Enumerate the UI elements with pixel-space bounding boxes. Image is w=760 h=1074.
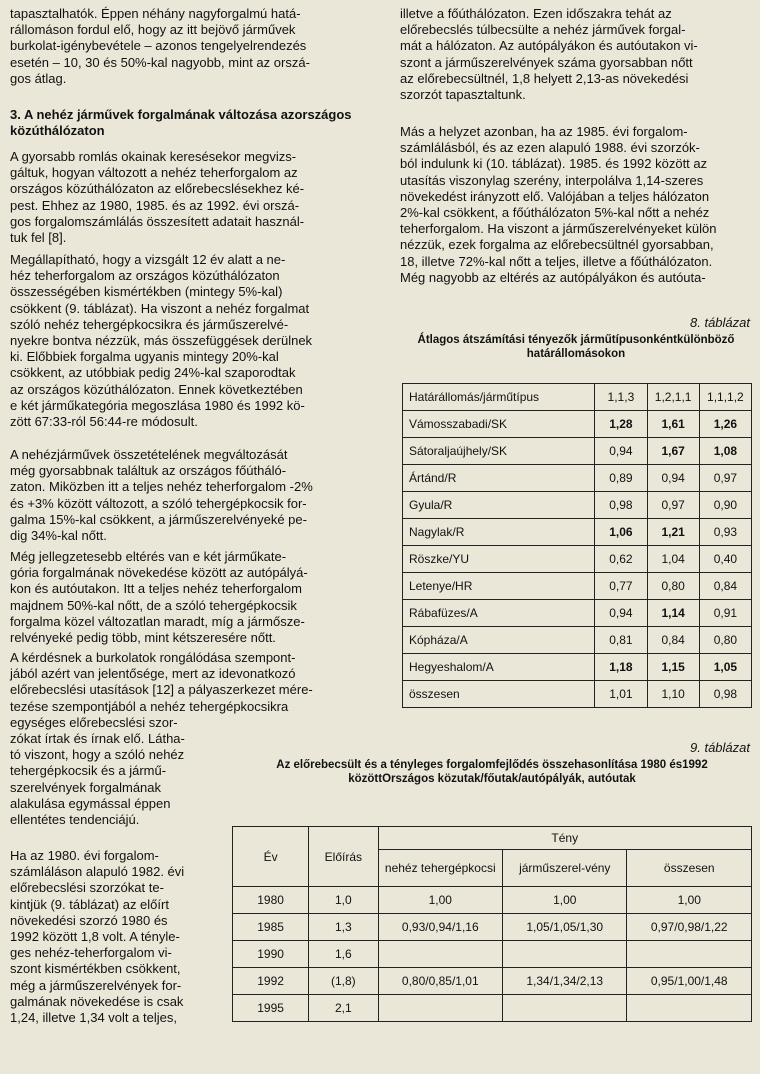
text-line: zaton. Miközben itt a teljes nehéz teherforgalom -2% [10, 479, 313, 495]
table8-value-cell: 1,05 [699, 654, 751, 681]
text-line: növekedést irányzott elő. Valójában a teljes hálózaton [400, 188, 710, 204]
text-line: országos közúthálózaton az előrebecslésekhez ké- [10, 181, 305, 197]
table8-value-cell: 0,97 [647, 492, 699, 519]
text-line: ges nehéz-teherforgalom vi- [10, 945, 172, 961]
table9-value-cell [378, 995, 502, 1022]
text-line: szerelvények forgalmának [10, 779, 162, 795]
text-line: Ha az 1980. évi forgalom- [10, 848, 159, 863]
text-line: Az előrebecsült és a tényleges forgalomfejlődés összehasonlítása 1980 és [276, 759, 683, 771]
table8-station-cell: Hegyeshalom/A [403, 654, 595, 681]
table-row [233, 968, 752, 995]
table9-value-cell [378, 941, 502, 968]
text-line: teherforgalom. Ha viszont a járműszerelvényeket külön [400, 221, 717, 237]
table-9 [232, 826, 752, 1022]
table9-value-cell: 0,95/1,00/1,48 [627, 968, 752, 995]
text-line: alakulása egymással éppen [10, 795, 171, 811]
text-line: zött 67:33-ról 56:44-re módosult. [10, 414, 198, 430]
text-line: relvényeké pedig több, mint kétszeresére nőtt. [10, 630, 276, 646]
text-line: gáltuk, hogyan változott a nehéz teherforgalom az [10, 165, 298, 181]
table8-value-cell: 1,14 [647, 600, 699, 627]
text-line: növekedési szorzó 1980 és [10, 912, 168, 928]
text-line: országos közúthálózaton [10, 107, 352, 138]
text-line: esetén – 10, 30 és 50%-kal nagyobb, mint az orszá- [10, 54, 310, 70]
text-line: 2%-kal csökkent, a főúthálózaton 5%-kal nőtt a nehéz [400, 205, 710, 221]
table8-value-cell: 0,94 [595, 438, 647, 465]
text-line: kon és autóutakon. Itt a teljes nehéz teherforgalom [10, 581, 302, 597]
table8-station-cell: Nagylak/R [403, 519, 595, 546]
table8-value-cell: 1,01 [595, 681, 647, 708]
right-paragraph-0 [400, 6, 752, 103]
text-line: héz teherforgalom az országos közúthálózaton [10, 268, 280, 284]
text-line: Átlagos átszámítási tényezők járműtípusonként [417, 334, 677, 346]
table8-station-cell: Rábafüzes/A [403, 600, 595, 627]
table8-value-cell: 0,62 [595, 546, 647, 573]
table8-number: 8. táblázat [690, 315, 750, 330]
text-line: előrebecslés túlbecsülte a nehéz járművek forgal- [400, 22, 686, 38]
table9-value-cell: 1,05/1,05/1,30 [503, 914, 627, 941]
left-paragraph-0 [10, 6, 380, 87]
text-line: forgalma közel változatlan maradt, míg a jármősze- [10, 613, 305, 629]
table8-value-cell: 1,06 [595, 519, 647, 546]
table9-eloiras-cell: (1,8) [309, 968, 378, 995]
text-line: tehergépkocsik és a jármű- [10, 763, 167, 779]
text-line: ki. Előbbiek forgalma ugyanis mintegy 20%-kal [10, 349, 279, 365]
text-line: e két járműkategória megoszlása 1980 és 1992 kö- [10, 397, 305, 413]
table8-value-cell: 1,21 [647, 519, 699, 546]
section-heading [10, 107, 380, 139]
table9-title [232, 758, 752, 786]
table-row [403, 654, 752, 681]
table8-station-cell: összesen [403, 681, 595, 708]
text-line: 1992 között 1,8 volt. A tényle- [10, 929, 180, 945]
text-line: majdnem 50%-kal nőtt, de a szóló tehergépkocsik [10, 597, 297, 613]
table8-header-cell: 1,1,3 [595, 384, 647, 411]
text-line: szóló nehéz tehergépkocsikra és járműszerelvé- [10, 316, 289, 332]
table8-value-cell: 0,80 [699, 627, 751, 654]
text-line: Országos közutak/főutak/autópályák, autóutak [382, 773, 636, 785]
table8-value-cell: 1,61 [647, 411, 699, 438]
text-line: szont kismértékben csökkent, [10, 961, 181, 977]
table8-value-cell: 1,04 [647, 546, 699, 573]
table9-value-cell: 1,00 [378, 887, 502, 914]
text-line: az előrebecsültnél, 1,8 helyett 2,13-as növekedési [400, 70, 689, 86]
table8-value-cell: 1,67 [647, 438, 699, 465]
table9-value-cell: 0,80/0,85/1,01 [378, 968, 502, 995]
table-row [403, 573, 752, 600]
text-line: előrebecslési szorzókat te- [10, 880, 164, 896]
text-line: ból indulunk ki (10. táblázat). 1985. és 1992 között az [400, 156, 708, 172]
table8-value-cell: 0,89 [595, 465, 647, 492]
text-line: dig 34%-kal nőtt. [10, 528, 107, 544]
table9-value-cell: 0,93/0,94/1,16 [378, 914, 502, 941]
text-line: utasítás viszonylag szerény, interpolálva 1,14-szeres [400, 172, 704, 188]
text-line: Megállapítható, hogy a vizsgált 12 év alatt a ne- [10, 252, 286, 267]
table8-header-row [403, 384, 752, 411]
text-line: Még nagyobb az eltérés az autópályákon és autóuta- [400, 269, 706, 285]
text-line: különböző határállomásokon [526, 334, 735, 360]
table9-header-row [233, 827, 752, 850]
text-line: gória forgalmának növekedése között az autópályá- [10, 565, 308, 581]
table8-station-cell: Vámosszabadi/SK [403, 411, 595, 438]
table8-value-cell: 0,84 [647, 627, 699, 654]
table9-value-cell: 1,00 [503, 887, 627, 914]
text-line: tezése szempontjából a nehéz tehergépkocsikra [10, 698, 289, 714]
left-paragraph-6 [10, 848, 225, 1026]
text-line: tó viszont, hogy a szóló nehéz [10, 747, 185, 763]
text-line: A gyorsabb romlás okainak keresésekor megvizs- [10, 149, 297, 164]
table9-eloiras-cell: 1,3 [309, 914, 378, 941]
table9-year-cell: 1985 [233, 914, 309, 941]
text-line: előrebecslési utasítások [12] a pályaszerkezet mére- [10, 682, 313, 698]
text-line: csökkent, az utóbbiak pedig 24%-kal szaporodtak [10, 365, 296, 381]
text-line: 3. A nehéz járművek forgalmának változása az [10, 107, 295, 122]
table-row [403, 492, 752, 519]
text-line: az országos közúthálózaton. Ennek következtében [10, 381, 303, 397]
table-row [233, 995, 752, 1022]
text-line: zókat írtak és írnak elő. Látha- [10, 731, 185, 747]
text-line: szorzót tapasztaltunk. [400, 87, 526, 103]
table8-title [400, 333, 752, 361]
text-line: 18, illetve 72%-kal nőtt a teljes, illetve a főúthálózaton. [400, 253, 713, 269]
table8-station-cell: Gyula/R [403, 492, 595, 519]
table8-value-cell: 0,97 [699, 465, 751, 492]
table-row [403, 519, 752, 546]
table9-header-teny: Tény [378, 827, 751, 850]
text-line: kintjük (9. táblázat) az előírt [10, 896, 169, 912]
text-line: csökkent (9. táblázat). Ha viszont a nehéz forgalmat [10, 300, 310, 316]
table-8 [402, 383, 752, 708]
table-row [403, 411, 752, 438]
text-line: számlálásból, és az ezen alapuló 1988. évi szorzók- [400, 140, 700, 156]
table8-station-cell: Röszke/YU [403, 546, 595, 573]
text-line: illetve a főúthálózaton. Ezen időszakra tehát az [400, 6, 672, 21]
table9-value-cell [627, 995, 752, 1022]
table9-subheader-cell: nehéz tehergépkocsi [378, 850, 502, 887]
table8-value-cell: 1,26 [699, 411, 751, 438]
table8-station-cell: Sátoraljaújhely/SK [403, 438, 595, 465]
table8-value-cell: 0,81 [595, 627, 647, 654]
table8-header-cell: 1,1,1,2 [699, 384, 751, 411]
table8-value-cell: 0,84 [699, 573, 751, 600]
table-row [403, 465, 752, 492]
table9-value-cell: 1,00 [627, 887, 752, 914]
table-row [403, 681, 752, 708]
table-row [233, 887, 752, 914]
table9-eloiras-cell: 1,6 [309, 941, 378, 968]
table8-value-cell: 1,10 [647, 681, 699, 708]
left-paragraph-2 [10, 252, 380, 430]
text-line: rállomáson fordul elő, hogy az itt bejövő járművek [10, 22, 296, 38]
table9-year-cell: 1995 [233, 995, 309, 1022]
table8-header-label: Határállomás/járműtípus [403, 384, 595, 411]
table8-value-cell: 0,98 [595, 492, 647, 519]
table8-value-cell: 1,28 [595, 411, 647, 438]
text-line: tapasztalhatók. Éppen néhány nagyforgalmú hatá- [10, 6, 301, 21]
text-line: összességében kismértékben (mintegy 5%-kal) [10, 284, 283, 300]
text-line: gos forgalomszámlálás összesített adatait használ- [10, 213, 305, 229]
text-line: Még jellegzetesebb eltérés van e két járműkate- [10, 549, 287, 564]
table8-value-cell: 0,93 [699, 519, 751, 546]
table8-value-cell: 0,94 [647, 465, 699, 492]
table8-header-cell: 1,2,1,1 [647, 384, 699, 411]
table9-eloiras-cell: 2,1 [309, 995, 378, 1022]
left-paragraph-1 [10, 149, 380, 246]
text-line: egységes előrebecslési szor- [10, 714, 178, 730]
table-row [403, 438, 752, 465]
table9-year-cell: 1980 [233, 887, 309, 914]
table9-number: 9. táblázat [690, 740, 750, 755]
text-line: galma 15%-kal csökkent, a járműszerelvényeké pe- [10, 511, 307, 527]
table8-value-cell: 0,94 [595, 600, 647, 627]
table9-value-cell: 1,34/1,34/2,13 [503, 968, 627, 995]
table8-value-cell: 0,80 [647, 573, 699, 600]
table8-value-cell: 1,15 [647, 654, 699, 681]
table8-value-cell: 0,77 [595, 573, 647, 600]
text-line: galmának növekedése is csak [10, 993, 184, 1009]
text-line: A kérdésnek a burkolatok rongálódása szempont- [10, 650, 296, 665]
text-line: még gyorsabbnak találtuk az országos főútháló- [10, 463, 287, 479]
text-line: szont a járműszerelvények száma gyorsabban nőtt [400, 54, 693, 70]
table8-station-cell: Kópháza/A [403, 627, 595, 654]
table9-value-cell: 0,97/0,98/1,22 [627, 914, 752, 941]
table8-value-cell: 0,90 [699, 492, 751, 519]
text-line: számláláson alapuló 1982. évi [10, 864, 185, 880]
text-line: nyekre bontva nézzük, más összefüggések derülnek [10, 333, 313, 349]
table9-value-cell [627, 941, 752, 968]
table8-station-cell: Ártánd/R [403, 465, 595, 492]
table9-year-cell: 1992 [233, 968, 309, 995]
left-paragraph-4 [10, 549, 380, 646]
table8-station-cell: Letenye/HR [403, 573, 595, 600]
table8-value-cell: 1,18 [595, 654, 647, 681]
table8-value-cell: 1,08 [699, 438, 751, 465]
table-row [403, 546, 752, 573]
table9-year-cell: 1990 [233, 941, 309, 968]
text-line: ellentétes tendenciájú. [10, 812, 140, 828]
text-line: Más a helyzet azonban, ha az 1985. évi forgalom- [400, 124, 688, 139]
table8-value-cell: 0,91 [699, 600, 751, 627]
text-line: gos átlag. [10, 70, 67, 86]
table-row [403, 627, 752, 654]
text-line: tuk fel [8]. [10, 230, 67, 246]
table9-value-cell [503, 995, 627, 1022]
text-line: és +3% között változott, a szóló tehergépkocsik for- [10, 495, 307, 511]
text-line: pest. Ehhez az 1980, 1985. és az 1992. évi orszá- [10, 197, 300, 213]
table8-value-cell: 0,40 [699, 546, 751, 573]
table-row [233, 914, 752, 941]
table9-subheader-cell: járműszerel-vény [503, 850, 627, 887]
text-line: 1992 között [348, 759, 708, 785]
text-line: nézzük, ezek forgalma az előrebecsültnél gyorsabban, [400, 237, 714, 253]
text-line: még a járműszerelvények for- [10, 977, 182, 993]
text-line: 1,24, illetve 1,34 volt a teljes, [10, 1010, 177, 1026]
table9-header-eloiras: Előírás [309, 827, 378, 887]
left-paragraph-3 [10, 447, 380, 544]
text-line: burkolat-igénybevétele – azonos tengelyelrendezés [10, 38, 307, 54]
table9-header-ev: Év [233, 827, 309, 887]
text-line: A nehézjárművek összetételének megváltozását [10, 447, 288, 462]
table8-value-cell: 0,98 [699, 681, 751, 708]
left-paragraph-5 [10, 650, 380, 828]
table-row [403, 600, 752, 627]
table9-subheader-cell: összesen [627, 850, 752, 887]
right-paragraph-1 [400, 124, 752, 286]
table-row [233, 941, 752, 968]
text-line: mát a hálózaton. Az autópályákon és autóutakon vi- [400, 38, 698, 54]
table9-eloiras-cell: 1,0 [309, 887, 378, 914]
table9-value-cell [503, 941, 627, 968]
text-line: jából azért van jelentősége, mert az idevonatkozó [10, 666, 296, 682]
